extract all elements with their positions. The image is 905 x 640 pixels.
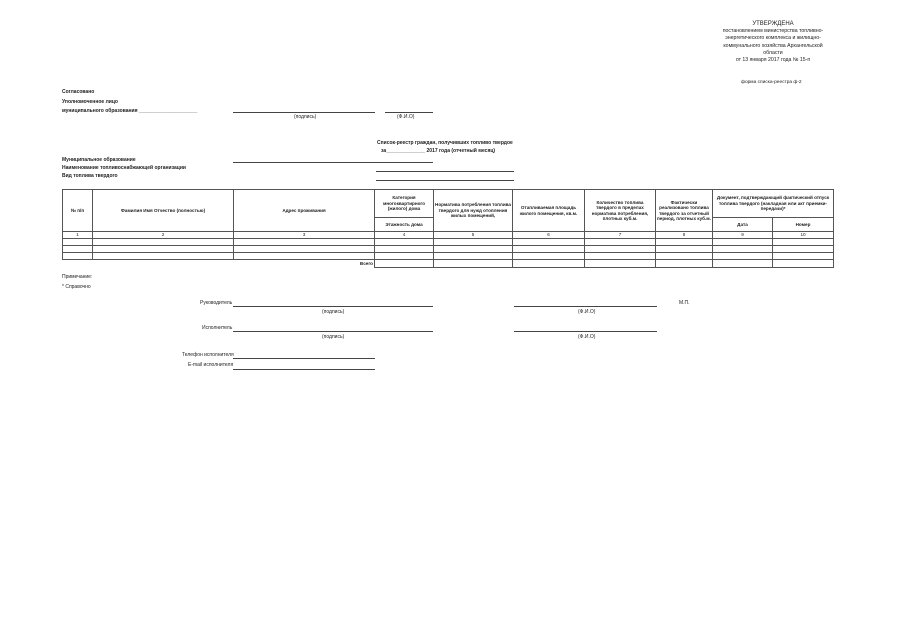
approval-title: УТВЕРЖДЕНА — [752, 21, 794, 27]
head-signature-line — [233, 306, 433, 307]
table-row — [63, 253, 834, 260]
header-building-category: Категория многоквартирного (жилого) дома — [375, 190, 434, 218]
header-floors: Этажность дома — [375, 218, 434, 232]
column-number: 10 — [773, 232, 834, 239]
executor-signature-caption: (подпись) — [322, 334, 345, 340]
column-number: 9 — [713, 232, 773, 239]
email-label: E-mail исполнителя — [188, 362, 234, 368]
name-caption: (Ф.И.О) — [397, 114, 415, 120]
total-label: Всего — [359, 261, 373, 266]
approval-line: постановлением министерства топливно- — [722, 28, 824, 35]
column-number: 5 — [434, 232, 513, 239]
header-norm: Норматива потребления топлива твердого для нужд отопления жилых помещений, — [434, 190, 513, 232]
column-number: 4 — [375, 232, 434, 239]
header-date: Дата — [713, 218, 773, 232]
agreed-person: Уполномоченное лицо — [62, 99, 118, 105]
executor-label: Исполнитель — [202, 325, 233, 331]
field-supplier-label: Наименование топливоснабжающей организации — [62, 165, 186, 171]
header-number: № п/п — [63, 190, 93, 232]
notes-footnote: * Справочно — [62, 284, 91, 290]
head-name-line — [514, 306, 657, 307]
table-row — [63, 246, 834, 253]
doc-title-line2: за______________ 2017 года (отчетный месяц) — [381, 148, 496, 154]
head-name-caption: (Ф.И.О) — [578, 309, 596, 315]
stamp-label: М.П. — [679, 300, 690, 306]
header-fuel-within-norm: Количество топлива твердого в пределах норматива потребления, плотных куб.м. — [585, 190, 656, 232]
executor-name-caption: (Ф.И.О) — [578, 334, 596, 340]
head-signature-caption: (подпись) — [322, 309, 345, 315]
approval-line: энергетического комплекса и жилищно- — [725, 35, 821, 42]
column-number: 6 — [513, 232, 585, 239]
head-label: Руководитель — [200, 300, 233, 306]
approval-line: коммунального хозяйства Архангельской — [723, 42, 823, 49]
executor-name-line — [514, 331, 657, 332]
phone-line — [233, 358, 375, 359]
executor-signature-line — [233, 331, 433, 332]
field-municipality-label: Муниципальное образование — [62, 157, 136, 163]
column-number: 2 — [93, 232, 234, 239]
header-document: Документ, подтверждающий фактический отпуск топлива твердого (накладная или акт приемки-передачи)* — [713, 190, 834, 218]
column-number: 8 — [656, 232, 713, 239]
header-fuel-sold: Фактически реализовано топлива твердого за отчетный период, плотных куб.м. — [656, 190, 713, 232]
header-address: Адрес проживания — [234, 190, 375, 232]
field-municipality-line — [233, 162, 433, 163]
field-fuel-line — [376, 180, 514, 181]
approval-line: области — [763, 49, 783, 56]
agreed-title: Согласовано — [62, 89, 95, 95]
notes-title: Примечание: — [62, 274, 93, 280]
header-area: Отапливаемая площадь жилого помещения, кв.м. — [513, 190, 585, 232]
total-row — [63, 260, 834, 268]
signature-line — [233, 112, 375, 113]
header-doc-number: Номер — [773, 218, 834, 232]
field-fuel-label: Вид топлива твердого — [62, 173, 118, 179]
column-number: 3 — [234, 232, 375, 239]
approval-block — [703, 21, 843, 64]
name-line — [385, 112, 433, 113]
header-fullname: Фамилия Имя Отчество (полностью) — [93, 190, 234, 232]
form-label: форма списка-реестра ф-2 — [741, 80, 802, 85]
approval-line: от 13 января 2017 года № 15-п — [735, 57, 811, 64]
registry-table — [62, 189, 834, 268]
doc-title-line1: Список-реестр граждан, получивших топливо твердое — [377, 140, 513, 146]
column-number: 7 — [585, 232, 656, 239]
column-numbers-row — [63, 232, 834, 239]
field-supplier-line — [376, 171, 514, 172]
email-line — [233, 369, 375, 370]
column-number: 1 — [63, 232, 93, 239]
agreed-municipality: муниципального образования _____________________ — [62, 108, 198, 114]
table-row — [63, 239, 834, 246]
signature-caption: (подпись) — [294, 114, 317, 120]
phone-label: Телефон исполнителя — [182, 352, 234, 358]
